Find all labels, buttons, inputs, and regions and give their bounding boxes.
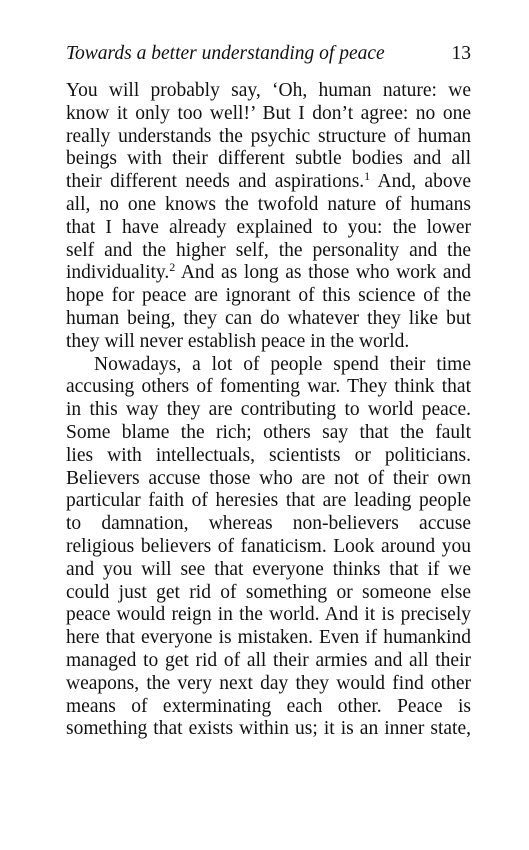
text-segment: individuality. (66, 262, 170, 284)
text-line: lies with intellectuals, scientists or politicians. (66, 444, 471, 466)
running-title: Towards a better understanding of peace (66, 43, 385, 64)
text-line: self and the higher self, the personality and the (66, 239, 471, 261)
text-line: particular faith of heresies that are leading people (66, 490, 471, 512)
text-line: all, no one knows the twofold nature of humans (66, 193, 471, 215)
footnote-ref-2: 2 (169, 262, 176, 275)
text-line: human being, they can do whatever they like but (66, 307, 471, 329)
text-line: peace would reign in the world. And it is precisely (66, 604, 471, 626)
text-line: beings with their different subtle bodies and all (66, 148, 471, 170)
text-line: to damnation, whereas non-believers accuse (66, 513, 471, 535)
text-line: weapons, the very next day they would find other (66, 672, 471, 694)
text-line: You will probably say, ‘Oh, human nature: we (66, 80, 471, 101)
text-line (66, 262, 471, 285)
text-line: Some blame the rich; others say that the fault (66, 421, 471, 443)
text-segment: And, above (370, 171, 471, 193)
text-line: they will never establish peace in the world. (66, 330, 410, 352)
text-line: that I have already explained to you: the lower (66, 216, 471, 238)
text-line: accusing others of fomenting war. They think that (66, 376, 471, 398)
page-number: 13 (451, 43, 471, 64)
text-line: in this way they are contributing to world peace. (66, 399, 471, 421)
text-line: something that exists within us; it is an inner state, (66, 718, 471, 740)
text-line: managed to get rid of all their armies and all their (66, 649, 471, 671)
text-line: know it only too well!’ But I don’t agree: no one (66, 102, 471, 124)
text-line: and you will see that everyone thinks that if we (66, 558, 471, 580)
running-header (66, 42, 471, 66)
text-line: really understands the psychic structure of human (66, 125, 471, 147)
text-line: means of exterminating each other. Peace is (66, 695, 471, 717)
text-line (66, 171, 471, 194)
paragraph-1 (66, 80, 471, 354)
text-line: Believers accuse those who are not of their own (66, 467, 471, 489)
text-line: hope for peace are ignorant of this science of the (66, 285, 471, 307)
paragraph-2 (66, 354, 471, 742)
footnote-ref-1: 1 (364, 171, 371, 184)
text-line: could just get rid of something or someone else (66, 581, 471, 603)
text-segment: And as long as those who work and (175, 262, 471, 284)
text-segment: their different needs and aspirations. (66, 171, 365, 193)
body-text (66, 80, 471, 741)
text-line: Nowadays, a lot of people spend their time (94, 353, 471, 375)
text-line: here that everyone is mistaken. Even if humankind (66, 627, 471, 649)
text-line: religious believers of fanaticism. Look around you (66, 535, 471, 557)
